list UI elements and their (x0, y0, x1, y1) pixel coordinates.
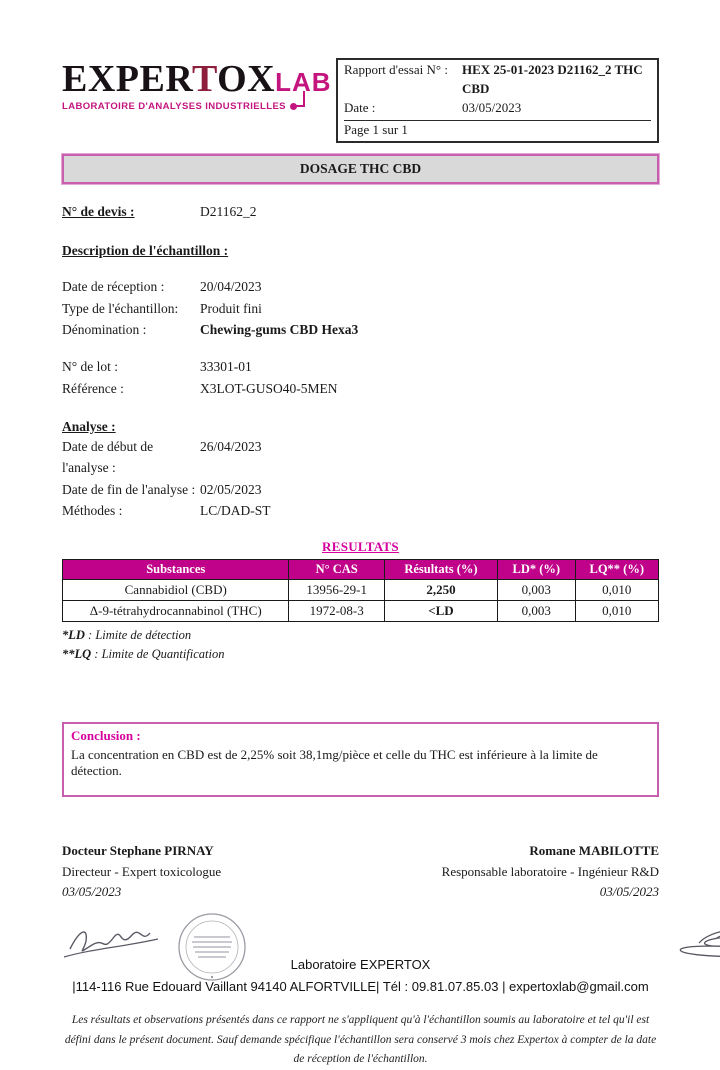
signer-left-name: Docteur Stephane PIRNAY (62, 842, 214, 858)
cbd-result: 2,250 (384, 580, 497, 601)
analysis-start-row (62, 436, 659, 479)
description-section (62, 243, 659, 399)
report-date-value: 03/05/2023 (462, 99, 522, 115)
footer-lab-name: Laboratoire EXPERTOX (290, 957, 431, 972)
signature-right-icon (659, 909, 720, 981)
thc-substance: Δ-9-tétrahydrocannabinol (THC) (63, 601, 289, 622)
report-page-row (344, 121, 651, 140)
signer-right-date: 03/05/2023 (599, 884, 659, 900)
report-page (62, 58, 659, 1070)
sample-type-row (62, 298, 659, 319)
devis-row (62, 204, 659, 220)
report-number-label: Rapport d'essai N° : (344, 62, 448, 77)
table-row-thc (63, 601, 659, 622)
report-date-row (344, 99, 651, 121)
logo-wordmark (62, 60, 332, 98)
analysis-start-value: 26/04/2023 (200, 439, 262, 455)
footnote-ld (62, 626, 659, 645)
header-cas: N° CAS (289, 560, 384, 580)
analysis-end-label: Date de fin de l'analyse : (62, 481, 196, 497)
description-heading: Description de l'échantillon : (62, 243, 229, 259)
analyse-heading: Analyse : (62, 419, 116, 435)
methods-value: LC/DAD-ST (200, 503, 271, 518)
conclusion-text: La concentration en CBD est de 2,25% soit 38,1mg/pièce et celle du THC est inférieure à la limite de détection. (71, 746, 598, 778)
analysis-end-value: 02/05/2023 (200, 481, 262, 497)
cbd-substance: Cannabidiol (CBD) (63, 580, 289, 601)
lot-number-value: 33301-01 (200, 359, 252, 375)
reference-row (62, 378, 659, 399)
footnote-ld-term: *LD (62, 628, 85, 643)
footnote-ld-def: : Limite de détection (84, 628, 192, 643)
signer-right-role: Responsable laboratoire - Ingénieur R&D (441, 863, 659, 879)
header-results: Résultats (%) (384, 560, 497, 580)
report-date-label: Date : (344, 99, 376, 115)
header (62, 58, 659, 143)
reception-date-row (62, 276, 659, 297)
logo-text-lab: LAB (275, 67, 332, 97)
thc-ld: 0,003 (498, 601, 575, 622)
table-row-cbd (63, 580, 659, 601)
table-footnotes (62, 626, 659, 664)
denomination-label: Dénomination : (62, 322, 147, 338)
signer-left-role: Directeur - Expert toxicologue (62, 863, 222, 879)
cbd-lq: 0,010 (575, 580, 658, 601)
methods-label: Méthodes : (62, 503, 123, 518)
thc-lq: 0,010 (575, 601, 658, 622)
analysis-end-row (62, 479, 659, 500)
report-number-row (344, 61, 651, 99)
analyse-rows (62, 436, 659, 521)
thc-cas: 1972-08-3 (289, 601, 384, 622)
logo-text-ox: OX (217, 58, 276, 100)
analysis-start-label: Date de début de l'analyse : (62, 439, 154, 476)
logo-elbow-line (295, 91, 305, 107)
header-substances: Substances (63, 560, 289, 580)
lot-number-label: N° de lot : (62, 359, 119, 375)
description-rows (62, 276, 659, 399)
footnote-lq-term: **LQ (62, 647, 92, 662)
expertox-logo (62, 58, 332, 112)
reference-label: Référence : (62, 380, 124, 396)
results-table (62, 559, 659, 622)
logo-text-t: T (191, 58, 218, 100)
disclaimer-text: Les résultats et observations présentés dans ce rapport ne s'appliquent qu'à l'échantillon soumis au laboratoire et tel qu'il est défini dans le présent document. Sauf demande spécifique l'échantillon sera conservé 3 mois chez Expertox à compter de la date de réception de l'échantillon. (64, 1014, 657, 1066)
reception-date-label: Date de réception : (62, 279, 165, 295)
header-lq: LQ** (%) (575, 560, 658, 580)
logo-tagline (62, 101, 332, 112)
denomination-row (62, 319, 659, 340)
results-header-row (63, 560, 659, 580)
reception-date-value: 20/04/2023 (200, 279, 262, 295)
signer-right-name: Romane MABILOTTE (529, 842, 659, 858)
devis-value: D21162_2 (200, 204, 257, 220)
report-number-value: HEX 25-01-2023 D21162_2 THC CBD (462, 62, 643, 96)
conclusion-box (62, 722, 659, 797)
cbd-cas: 13956-29-1 (289, 580, 384, 601)
reference-value: X3LOT-GUSO40-5MEN (200, 380, 338, 396)
signer-left-date: 03/05/2023 (62, 884, 122, 900)
document-title: DOSAGE THC CBD (62, 154, 659, 184)
results-heading: RESULTATS (322, 539, 399, 555)
sample-type-label: Type de l'échantillon: (62, 300, 179, 316)
methods-row (62, 500, 659, 521)
analyse-section (62, 419, 659, 521)
lot-number-row (62, 356, 659, 377)
header-ld: LD* (%) (498, 560, 575, 580)
footer-contact-line: |114-116 Rue Edouard Vaillant 94140 ALFORTVILLE| Tél : 09.81.07.85.03 | expertoxlab@gmail.com (72, 979, 649, 995)
logo-tagline-text: LABORATOIRE D'ANALYSES INDUSTRIELLES (62, 101, 286, 112)
footnote-lq-def: : Limite de Quantification (91, 647, 225, 662)
devis-label: N° de devis : (62, 204, 135, 220)
logo-text-exper: EXPER (62, 58, 192, 100)
cbd-ld: 0,003 (498, 580, 575, 601)
denomination-value: Chewing-gums CBD Hexa3 (200, 322, 359, 338)
sample-type-value: Produit fini (200, 300, 262, 316)
report-page-label: Page 1 sur 1 (344, 121, 408, 137)
footer (62, 954, 659, 998)
footnote-lq (62, 645, 659, 664)
report-info-box (336, 58, 659, 143)
conclusion-heading: Conclusion : (71, 727, 141, 743)
thc-result: <LD (384, 601, 497, 622)
